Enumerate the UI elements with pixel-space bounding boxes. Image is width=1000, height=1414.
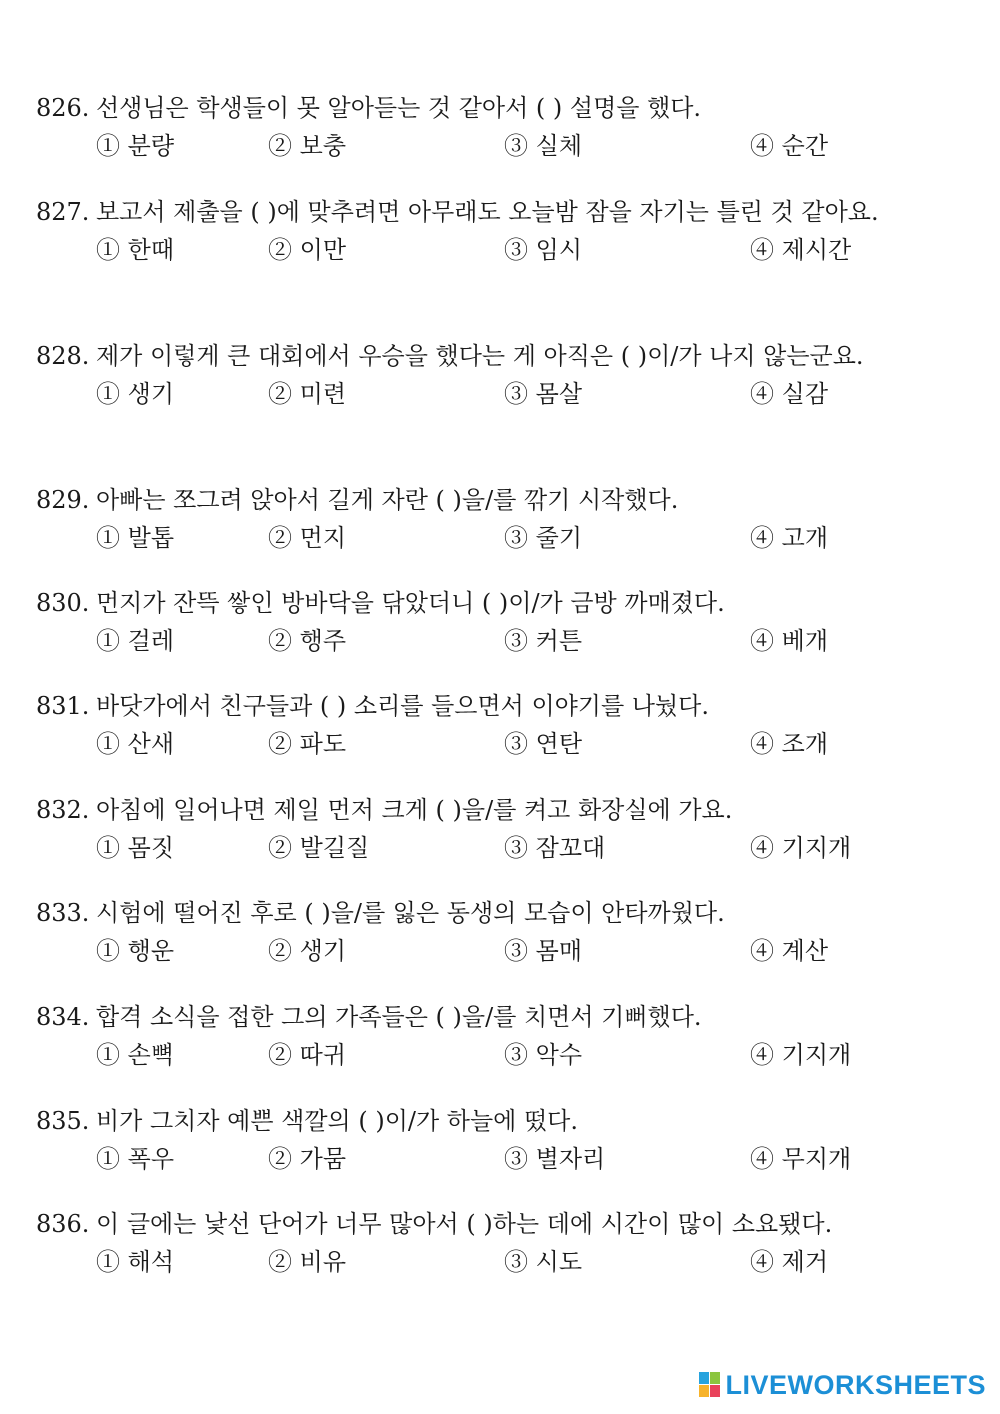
question-number: 836.	[36, 1210, 90, 1238]
question-stem: 아빠는 쪼그려 앉아서 길게 자란 ( )을/를 깎기 시작했다.	[96, 486, 679, 514]
option-3[interactable]: ③ 연탄	[504, 730, 582, 758]
question-number: 832.	[36, 796, 90, 824]
option-3[interactable]: ③ 몸살	[504, 380, 582, 408]
question-831	[36, 686, 941, 761]
question-stem: 비가 그치자 예쁜 색깔의 ( )이/가 하늘에 떴다.	[96, 1107, 578, 1135]
question-stem: 먼지가 잔뜩 쌓인 방바닥을 닦았더니 ( )이/가 금방 까매졌다.	[96, 589, 725, 617]
option-2[interactable]: ② 행주	[268, 627, 346, 655]
option-2[interactable]: ② 보충	[268, 132, 346, 160]
question-835	[36, 1101, 941, 1176]
option-4[interactable]: ④ 베개	[750, 627, 828, 655]
option-1[interactable]: ① 행운	[96, 937, 174, 965]
option-3[interactable]: ③ 악수	[504, 1041, 582, 1069]
question-number: 828.	[36, 342, 90, 370]
question-number: 826.	[36, 94, 90, 122]
liveworksheets-logo-icon	[699, 1372, 721, 1398]
option-1[interactable]: ① 분량	[96, 132, 174, 160]
option-4[interactable]: ④ 기지개	[750, 834, 852, 862]
options-row	[96, 624, 941, 658]
option-2[interactable]: ② 이만	[268, 236, 346, 264]
options-row	[96, 1245, 941, 1279]
option-4[interactable]: ④ 기지개	[750, 1041, 852, 1069]
option-4[interactable]: ④ 제거	[750, 1248, 828, 1276]
options-row	[96, 727, 941, 761]
question-number: 831.	[36, 692, 90, 720]
option-1[interactable]: ① 발톱	[96, 524, 174, 552]
option-1[interactable]: ① 폭우	[96, 1145, 174, 1173]
option-1[interactable]: ① 걸레	[96, 627, 174, 655]
question-number: 835.	[36, 1107, 90, 1135]
option-3[interactable]: ③ 별자리	[504, 1145, 606, 1173]
question-number: 829.	[36, 486, 90, 514]
option-3[interactable]: ③ 몸매	[504, 937, 582, 965]
question-stem: 보고서 제출을 ( )에 맞추려면 아무래도 오늘밤 잠을 자기는 틀린 것 같아요.	[96, 198, 879, 226]
option-2[interactable]: ② 가뭄	[268, 1145, 346, 1173]
question-829	[36, 480, 941, 555]
options-row	[96, 377, 941, 411]
option-4[interactable]: ④ 순간	[750, 132, 828, 160]
question-stem: 합격 소식을 접한 그의 가족들은 ( )을/를 치면서 기뻐했다.	[96, 1003, 702, 1031]
option-4[interactable]: ④ 계산	[750, 937, 828, 965]
option-3[interactable]: ③ 잠꼬대	[504, 834, 606, 862]
liveworksheets-logo[interactable]	[699, 1370, 986, 1400]
option-3[interactable]: ③ 커튼	[504, 627, 582, 655]
option-2[interactable]: ② 비유	[268, 1248, 346, 1276]
option-2[interactable]: ② 먼지	[268, 524, 346, 552]
option-2[interactable]: ② 미련	[268, 380, 346, 408]
question-stem: 제가 이렇게 큰 대회에서 우승을 했다는 게 아직은 ( )이/가 나지 않는군요.	[96, 342, 864, 370]
option-3[interactable]: ③ 실체	[504, 132, 582, 160]
option-2[interactable]: ② 발길질	[268, 834, 370, 862]
option-2[interactable]: ② 생기	[268, 937, 346, 965]
option-3[interactable]: ③ 시도	[504, 1248, 582, 1276]
options-row	[96, 129, 941, 163]
question-832	[36, 790, 941, 865]
option-3[interactable]: ③ 임시	[504, 236, 582, 264]
option-2[interactable]: ② 파도	[268, 730, 346, 758]
options-row	[96, 233, 941, 267]
question-number: 830.	[36, 589, 90, 617]
question-stem: 선생님은 학생들이 못 알아듣는 것 같아서 ( ) 설명을 했다.	[96, 94, 702, 122]
option-2[interactable]: ② 따귀	[268, 1041, 346, 1069]
option-4[interactable]: ④ 실감	[750, 380, 828, 408]
question-830	[36, 583, 941, 658]
option-3[interactable]: ③ 줄기	[504, 524, 582, 552]
options-row	[96, 934, 941, 968]
question-stem: 아침에 일어나면 제일 먼저 크게 ( )을/를 켜고 화장실에 가요.	[96, 796, 733, 824]
question-number: 834.	[36, 1003, 90, 1031]
question-833	[36, 893, 941, 968]
question-stem: 시험에 떨어진 후로 ( )을/를 잃은 동생의 모습이 안타까웠다.	[96, 899, 725, 927]
options-row	[96, 1038, 941, 1072]
question-836	[36, 1204, 941, 1279]
option-4[interactable]: ④ 조개	[750, 730, 828, 758]
option-1[interactable]: ① 생기	[96, 380, 174, 408]
question-stem: 이 글에는 낯선 단어가 너무 많아서 ( )하는 데에 시간이 많이 소요됐다.	[96, 1210, 833, 1238]
options-row	[96, 831, 941, 865]
option-1[interactable]: ① 손뼉	[96, 1041, 174, 1069]
option-4[interactable]: ④ 무지개	[750, 1145, 852, 1173]
option-1[interactable]: ① 산새	[96, 730, 174, 758]
question-number: 833.	[36, 899, 90, 927]
option-1[interactable]: ① 한때	[96, 236, 174, 264]
question-number: 827.	[36, 198, 90, 226]
question-828	[36, 336, 941, 411]
question-834	[36, 997, 941, 1072]
option-1[interactable]: ① 해석	[96, 1248, 174, 1276]
question-826	[36, 88, 941, 163]
brand-name: LIVEWORKSHEETS	[725, 1369, 986, 1400]
option-4[interactable]: ④ 고개	[750, 524, 828, 552]
question-827	[36, 192, 941, 267]
options-row	[96, 521, 941, 555]
option-1[interactable]: ① 몸짓	[96, 834, 174, 862]
options-row	[96, 1142, 941, 1176]
question-stem: 바닷가에서 친구들과 ( ) 소리를 들으면서 이야기를 나눴다.	[96, 692, 709, 720]
option-4[interactable]: ④ 제시간	[750, 236, 852, 264]
